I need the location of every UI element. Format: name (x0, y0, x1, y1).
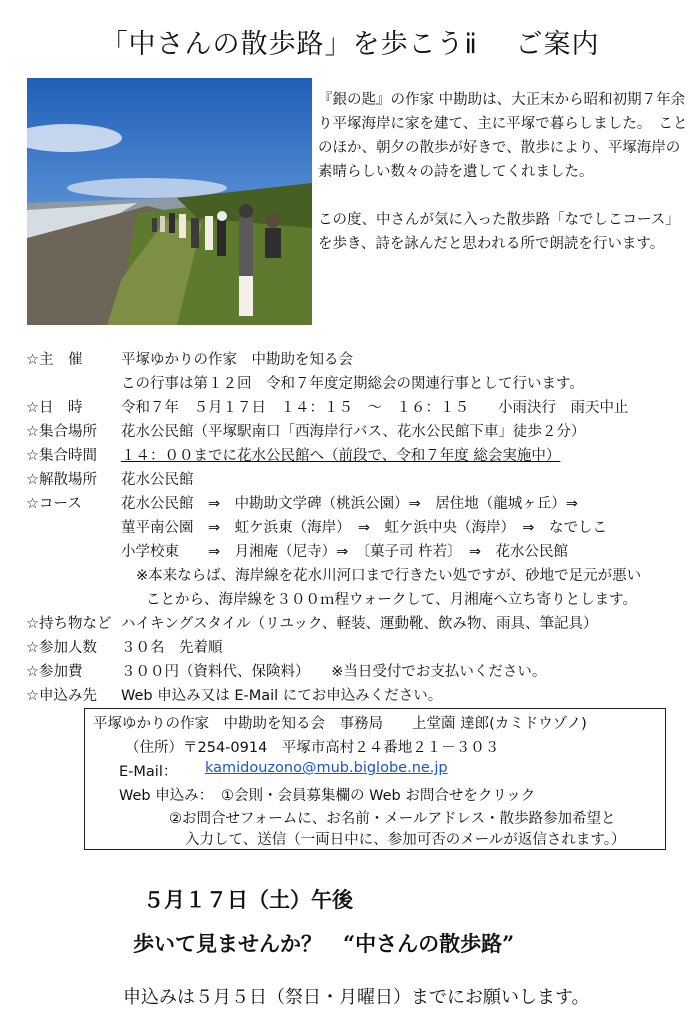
introduction (318, 88, 690, 280)
email-link[interactable]: kamidouzono@mub.biglobe.ne.jp (205, 760, 448, 776)
meeting-place-value: 花水公民館（平塚駅南口「西海岸行バス、花水公民館下車」徒歩２分） (121, 424, 586, 440)
promo-invitation: 歩いて見ませんか？ “中さんの散歩路” (133, 931, 515, 956)
organizer-row (26, 348, 696, 372)
organizer-note: この行事は第１２回 令和７年度定期総会の関連行事として行います。 (121, 376, 584, 392)
participants-value: ３０名 先着順 (121, 640, 223, 656)
items-row (26, 612, 696, 636)
meeting-time-value: １４：００までに花水公民館へ（前段で、令和７年度 総会実施中） (121, 448, 561, 464)
web-apply-label: Web 申込み： (119, 788, 214, 804)
web-apply-step-2: ②お問合せフォームに、お名前・メールアドレス・散歩路参加希望と (169, 811, 616, 827)
web-apply-step-1: ①会則・会員募集欄の Web お問合せをクリック (221, 788, 536, 804)
apply-value: Web 申込み又は E-Mail にてお申込みください。 (121, 688, 443, 704)
dismiss-label: ☆解散場所 (26, 472, 97, 488)
course-line-2: 菫平南公園 ⇒ 虹ケ浜東（海岸） ⇒ 虹ケ浜中央（海岸） ⇒ なでしこ (121, 520, 607, 536)
dismiss-value: 花水公民館 (121, 472, 194, 488)
date-row (26, 396, 696, 420)
intro-paragraph-1: 『銀の匙』の作家 中勘助は、大正末から昭和初期７年余り平塚海岸に家を建て、主に平塚で暮らしました。 ことのほか、朝夕の散歩が好きで、散歩により、平塚海岸の素晴らしい数々の詩を遺してくれました。 (318, 92, 688, 180)
organizer-label: ☆主 催 (26, 352, 83, 368)
beach-walk-illustration (27, 78, 312, 325)
items-value: ハイキングスタイル（リユック、軽装、運動靴、飲み物、雨具、筆記具） (121, 616, 598, 632)
application-deadline: 申込みは５月５日（祭日・月曜日）までにお願いします。 (123, 987, 590, 1008)
course-row (26, 492, 696, 516)
course-label: ☆コース (26, 496, 82, 512)
organizer-value: 平塚ゆかりの作家 中勘助を知る会 (121, 352, 353, 368)
beach-walk-photo (27, 78, 312, 325)
participants-label: ☆参加人数 (26, 640, 97, 656)
course-note-1: ※本来ならば、海岸線を花水川河口まで行きたい処ですが、砂地で足元が悪い (136, 568, 642, 584)
fee-label: ☆参加費 (26, 664, 83, 680)
date-value: 令和７年 ５月１７日 １４：１５ ～ １６：１５ 小雨決行 雨天中止 (121, 400, 629, 416)
promo-date: ５月１７日（土）午後 (143, 887, 353, 912)
page-title: 「中さんの散歩路」を歩こうⅱ ご案内 (100, 29, 600, 60)
items-label: ☆持ち物など (26, 616, 112, 632)
course-line-3: 小学校東 ⇒ 月湘庵（尼寺）⇒ 〔菓子司 杵若〕 ⇒ 花水公民館 (121, 544, 569, 560)
participants-row (26, 636, 696, 660)
apply-label: ☆申込み先 (26, 688, 97, 704)
web-apply-step-3: 入力して、送信（一両日中に、参加可否のメールが返信されます。） (185, 832, 626, 848)
dismiss-row (26, 468, 696, 492)
event-details (26, 348, 696, 708)
intro-paragraph-2: この度、中さんが気に入った散歩路「なでしこコース」を歩き、詩を詠んだと思われる所で朗読を行います。 (318, 212, 680, 252)
apply-row (26, 684, 696, 708)
email-label: E-Mail： (119, 764, 178, 780)
meeting-time-label: ☆集合時間 (26, 448, 97, 464)
meeting-place-label: ☆集合場所 (26, 424, 97, 440)
contact-office: 平塚ゆかりの作家 中勘助を知る会 事務局 上堂薗 達郎(カミドウゾノ) (93, 716, 587, 732)
date-label: ☆日 時 (26, 400, 83, 416)
fee-value: ３００円（資料代、保険料） ※当日受付でお支払いください。 (121, 664, 547, 680)
contact-address: （住所）〒254-0914 平塚市高村２４番地２１－３０３ (125, 740, 500, 756)
course-note-2: ことから、海岸線を３００ｍ程ウォークして、月湘庵へ立ち寄りとします。 (146, 592, 637, 608)
course-line-1: 花水公民館 ⇒ 中勘助文学碑（桃浜公園）⇒ 居住地（龍城ヶ丘）⇒ (121, 496, 578, 512)
fee-row (26, 660, 696, 684)
contact-box (84, 708, 666, 850)
meeting-place-row (26, 420, 696, 444)
meeting-time-row (26, 444, 696, 468)
